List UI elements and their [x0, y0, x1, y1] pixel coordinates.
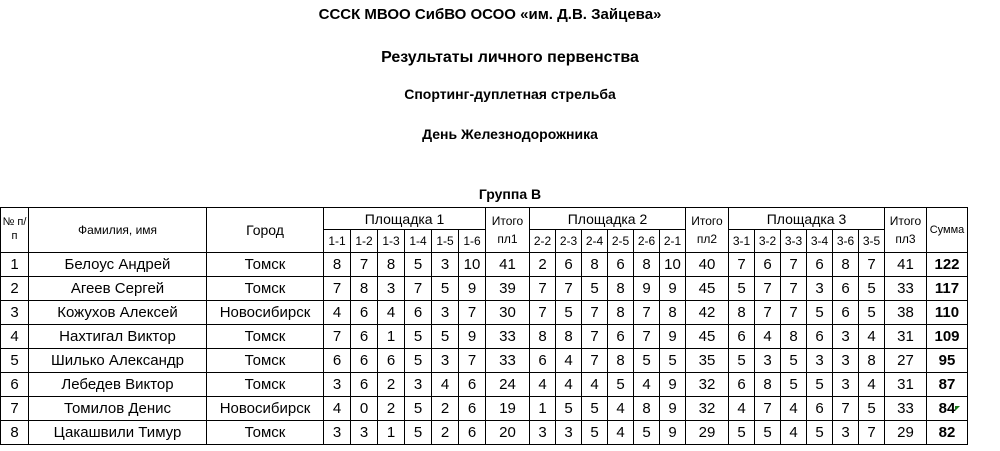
- score-cell: 3: [833, 373, 859, 397]
- sub-header-1-2: 1-2: [351, 230, 378, 253]
- score-cell: 8: [608, 301, 634, 325]
- col-name-header: Фамилия, имя: [29, 208, 207, 253]
- score-cell: 5: [432, 325, 459, 349]
- total3-cell: 41: [885, 253, 927, 277]
- table-row: [1, 277, 968, 301]
- score-cell: 3: [432, 349, 459, 373]
- total3-cell: 29: [885, 421, 927, 445]
- score-cell: 6: [833, 277, 859, 301]
- total3-cell: 33: [885, 397, 927, 421]
- score-cell: 6: [729, 325, 755, 349]
- score-cell: 6: [556, 253, 582, 277]
- score-cell: 9: [459, 325, 486, 349]
- total3-cell: 31: [885, 373, 927, 397]
- place-cell: 5: [1, 349, 29, 373]
- score-cell: 6: [459, 421, 486, 445]
- score-cell: 5: [755, 421, 781, 445]
- city-cell: Томск: [207, 253, 324, 277]
- score-cell: 3: [556, 421, 582, 445]
- city-cell: Томск: [207, 277, 324, 301]
- score-cell: 4: [378, 301, 405, 325]
- score-cell: 7: [729, 253, 755, 277]
- event-name: День Железнодорожника: [422, 126, 598, 142]
- score-cell: 9: [660, 397, 686, 421]
- score-cell: 5: [859, 301, 885, 325]
- total1-cell: 20: [486, 421, 530, 445]
- score-cell: 0: [351, 397, 378, 421]
- score-cell: 10: [660, 253, 686, 277]
- sum-cell: 122: [927, 253, 968, 277]
- col-num-header: № п/п: [1, 208, 29, 253]
- score-cell: 6: [833, 301, 859, 325]
- score-cell: 7: [781, 301, 807, 325]
- score-cell: 7: [755, 301, 781, 325]
- total3-cell: 33: [885, 277, 927, 301]
- score-cell: 7: [859, 421, 885, 445]
- score-cell: 9: [459, 277, 486, 301]
- sub-header-3-3: 3-3: [781, 230, 807, 253]
- place-cell: 3: [1, 301, 29, 325]
- total1-header: Итого пл1: [486, 208, 530, 253]
- score-cell: 7: [781, 253, 807, 277]
- place-cell: 2: [1, 277, 29, 301]
- score-cell: 9: [660, 325, 686, 349]
- total2-cell: 35: [686, 349, 729, 373]
- score-cell: 3: [405, 373, 432, 397]
- sub-header-2-5: 2-6: [634, 230, 660, 253]
- score-cell: 2: [432, 397, 459, 421]
- score-cell: 8: [634, 397, 660, 421]
- score-cell: 5: [729, 421, 755, 445]
- athlete-name-cell: Кожухов Алексей: [29, 301, 207, 325]
- score-cell: 3: [807, 349, 833, 373]
- score-cell: 8: [729, 301, 755, 325]
- score-cell: 4: [781, 397, 807, 421]
- sub-header-2-1: 2-2: [530, 230, 556, 253]
- score-cell: 6: [807, 397, 833, 421]
- sub-header-2-6: 2-1: [660, 230, 686, 253]
- sub-header-1-6: 1-6: [459, 230, 486, 253]
- sub-header-3-1: 3-1: [729, 230, 755, 253]
- score-cell: 4: [556, 349, 582, 373]
- score-cell: 6: [807, 253, 833, 277]
- score-cell: 9: [660, 421, 686, 445]
- place-cell: 8: [1, 421, 29, 445]
- total1-cell: 33: [486, 325, 530, 349]
- table-row: [1, 373, 968, 397]
- sum-header: Сумма: [927, 208, 968, 253]
- discipline-subtitle: Спортинг-дуплетная стрельба: [404, 86, 616, 102]
- score-cell: 7: [324, 277, 351, 301]
- score-cell: 5: [582, 397, 608, 421]
- group-label: Группа В: [478, 186, 542, 202]
- city-cell: Новосибирск: [207, 301, 324, 325]
- sum-cell: 109: [927, 325, 968, 349]
- score-cell: 9: [660, 373, 686, 397]
- sum-cell: 110: [927, 301, 968, 325]
- table-row: [1, 253, 968, 277]
- total1-cell: 19: [486, 397, 530, 421]
- score-cell: 4: [608, 397, 634, 421]
- total1-cell: 24: [486, 373, 530, 397]
- sum-cell: 84: [927, 397, 968, 421]
- athlete-name-cell: Нахтигал Виктор: [29, 325, 207, 349]
- score-cell: 5: [582, 277, 608, 301]
- score-cell: 3: [324, 421, 351, 445]
- score-cell: 4: [324, 397, 351, 421]
- total1-cell: 33: [486, 349, 530, 373]
- score-cell: 2: [378, 397, 405, 421]
- score-cell: 7: [405, 277, 432, 301]
- score-cell: 8: [351, 277, 378, 301]
- sub-header-1-1: 1-1: [324, 230, 351, 253]
- score-cell: 6: [459, 373, 486, 397]
- score-cell: 3: [807, 277, 833, 301]
- sub-header-1-4: 1-4: [405, 230, 432, 253]
- score-cell: 8: [378, 253, 405, 277]
- score-cell: 2: [378, 373, 405, 397]
- score-cell: 6: [608, 325, 634, 349]
- score-cell: 3: [378, 277, 405, 301]
- score-cell: 7: [582, 349, 608, 373]
- score-cell: 7: [634, 325, 660, 349]
- city-cell: Томск: [207, 325, 324, 349]
- place-cell: 1: [1, 253, 29, 277]
- score-cell: 5: [582, 421, 608, 445]
- score-cell: 3: [755, 349, 781, 373]
- score-cell: 5: [405, 349, 432, 373]
- score-cell: 3: [351, 421, 378, 445]
- score-cell: 4: [634, 373, 660, 397]
- score-cell: 1: [378, 325, 405, 349]
- total1-cell: 30: [486, 301, 530, 325]
- score-cell: 7: [582, 325, 608, 349]
- score-cell: 6: [351, 301, 378, 325]
- sum-cell: 82: [927, 421, 968, 445]
- score-cell: 5: [859, 277, 885, 301]
- score-cell: 1: [378, 421, 405, 445]
- athlete-name-cell: Белоус Андрей: [29, 253, 207, 277]
- header-row: [1, 208, 968, 230]
- sub-header-3-4: 3-4: [807, 230, 833, 253]
- score-cell: 5: [807, 301, 833, 325]
- sub-header-1-3: 1-3: [378, 230, 405, 253]
- athlete-name-cell: Цакашвили Тимур: [29, 421, 207, 445]
- place-cell: 4: [1, 325, 29, 349]
- score-cell: 8: [530, 325, 556, 349]
- score-cell: 4: [608, 421, 634, 445]
- score-cell: 8: [608, 349, 634, 373]
- score-cell: 7: [530, 277, 556, 301]
- total2-cell: 40: [686, 253, 729, 277]
- score-cell: 4: [432, 373, 459, 397]
- score-cell: 7: [459, 301, 486, 325]
- cell-comment-marker: [955, 406, 960, 411]
- score-cell: 7: [755, 397, 781, 421]
- score-cell: 5: [781, 373, 807, 397]
- score-cell: 9: [634, 277, 660, 301]
- results-table: [0, 207, 968, 445]
- table-row: [1, 301, 968, 325]
- total2-cell: 29: [686, 421, 729, 445]
- score-cell: 7: [833, 397, 859, 421]
- place-cell: 7: [1, 397, 29, 421]
- score-cell: 2: [530, 253, 556, 277]
- score-cell: 4: [530, 373, 556, 397]
- score-cell: 8: [582, 253, 608, 277]
- total2-cell: 42: [686, 301, 729, 325]
- score-cell: 5: [807, 373, 833, 397]
- score-cell: 4: [755, 325, 781, 349]
- score-cell: 7: [459, 349, 486, 373]
- score-cell: 7: [351, 253, 378, 277]
- score-cell: 4: [324, 301, 351, 325]
- sub-header-2-4: 2-5: [608, 230, 634, 253]
- score-cell: 3: [530, 421, 556, 445]
- total2-cell: 45: [686, 325, 729, 349]
- total3-cell: 38: [885, 301, 927, 325]
- score-cell: 8: [660, 301, 686, 325]
- city-cell: Томск: [207, 373, 324, 397]
- score-cell: 5: [405, 397, 432, 421]
- score-cell: 5: [660, 349, 686, 373]
- score-cell: 8: [781, 325, 807, 349]
- score-cell: 6: [729, 373, 755, 397]
- score-cell: 5: [634, 349, 660, 373]
- score-cell: 6: [608, 253, 634, 277]
- score-cell: 6: [351, 373, 378, 397]
- score-cell: 8: [324, 253, 351, 277]
- score-cell: 8: [833, 253, 859, 277]
- city-cell: Новосибирск: [207, 397, 324, 421]
- score-cell: 3: [833, 325, 859, 349]
- score-cell: 8: [634, 253, 660, 277]
- col-city-header: Город: [207, 208, 324, 253]
- total1-cell: 41: [486, 253, 530, 277]
- city-cell: Томск: [207, 349, 324, 373]
- score-cell: 5: [807, 421, 833, 445]
- score-cell: 5: [859, 397, 885, 421]
- score-cell: 4: [859, 325, 885, 349]
- site3-header: Площадка 3: [729, 208, 885, 230]
- place-cell: 6: [1, 373, 29, 397]
- total2-cell: 32: [686, 397, 729, 421]
- sub-header-3-5: 3-6: [833, 230, 859, 253]
- sub-header-2-2: 2-3: [556, 230, 582, 253]
- total3-cell: 27: [885, 349, 927, 373]
- score-cell: 8: [556, 325, 582, 349]
- score-cell: 6: [351, 325, 378, 349]
- score-cell: 7: [781, 277, 807, 301]
- score-cell: 5: [556, 397, 582, 421]
- city-cell: Томск: [207, 421, 324, 445]
- score-cell: 4: [729, 397, 755, 421]
- score-cell: 7: [859, 253, 885, 277]
- table-row: [1, 349, 968, 373]
- total1-cell: 39: [486, 277, 530, 301]
- score-cell: 5: [781, 349, 807, 373]
- total3-header: Итого пл3: [885, 208, 927, 253]
- score-cell: 3: [432, 253, 459, 277]
- table-row: [1, 397, 968, 421]
- score-cell: 8: [859, 349, 885, 373]
- sub-header-1-5: 1-5: [432, 230, 459, 253]
- sub-header-2-3: 2-4: [582, 230, 608, 253]
- total2-cell: 32: [686, 373, 729, 397]
- score-cell: 4: [556, 373, 582, 397]
- score-cell: 8: [755, 373, 781, 397]
- athlete-name-cell: Лебедев Виктор: [29, 373, 207, 397]
- score-cell: 7: [755, 277, 781, 301]
- total2-cell: 45: [686, 277, 729, 301]
- athlete-name-cell: Шилько Александр: [29, 349, 207, 373]
- total2-header: Итого пл2: [686, 208, 729, 253]
- score-cell: 7: [530, 301, 556, 325]
- score-cell: 3: [833, 421, 859, 445]
- sum-cell: 117: [927, 277, 968, 301]
- score-cell: 8: [608, 277, 634, 301]
- total3-cell: 31: [885, 325, 927, 349]
- organization-title: СССК МВОО СибВО ОСОО «им. Д.В. Зайцева»: [318, 6, 662, 23]
- score-cell: 6: [807, 325, 833, 349]
- score-cell: 5: [405, 421, 432, 445]
- sub-header-3-2: 3-2: [755, 230, 781, 253]
- document-title: Результаты личного первенства: [381, 49, 639, 66]
- score-cell: 5: [608, 373, 634, 397]
- sum-cell: 95: [927, 349, 968, 373]
- score-cell: 6: [378, 349, 405, 373]
- score-cell: 6: [530, 349, 556, 373]
- score-cell: 2: [432, 421, 459, 445]
- score-cell: 9: [660, 277, 686, 301]
- table-row: [1, 325, 968, 349]
- score-cell: 5: [729, 277, 755, 301]
- athlete-name-cell: Агеев Сергей: [29, 277, 207, 301]
- score-cell: 4: [582, 373, 608, 397]
- score-cell: 5: [729, 349, 755, 373]
- score-cell: 5: [556, 301, 582, 325]
- score-cell: 3: [833, 349, 859, 373]
- score-cell: 6: [755, 253, 781, 277]
- sub-header-3-6: 3-5: [859, 230, 885, 253]
- score-cell: 10: [459, 253, 486, 277]
- score-cell: 1: [530, 397, 556, 421]
- score-cell: 5: [432, 277, 459, 301]
- score-cell: 5: [405, 325, 432, 349]
- score-cell: 5: [405, 253, 432, 277]
- score-cell: 4: [859, 373, 885, 397]
- score-cell: 6: [459, 397, 486, 421]
- score-cell: 6: [324, 349, 351, 373]
- score-cell: 7: [634, 301, 660, 325]
- site1-header: Площадка 1: [324, 208, 486, 230]
- score-cell: 7: [582, 301, 608, 325]
- score-cell: 6: [351, 349, 378, 373]
- table-row: [1, 421, 968, 445]
- site2-header: Площадка 2: [530, 208, 686, 230]
- score-cell: 5: [634, 421, 660, 445]
- score-cell: 3: [324, 373, 351, 397]
- sum-cell: 87: [927, 373, 968, 397]
- score-cell: 6: [405, 301, 432, 325]
- athlete-name-cell: Томилов Денис: [29, 397, 207, 421]
- score-cell: 3: [432, 301, 459, 325]
- score-cell: 7: [556, 277, 582, 301]
- score-cell: 7: [324, 325, 351, 349]
- score-cell: 4: [781, 421, 807, 445]
